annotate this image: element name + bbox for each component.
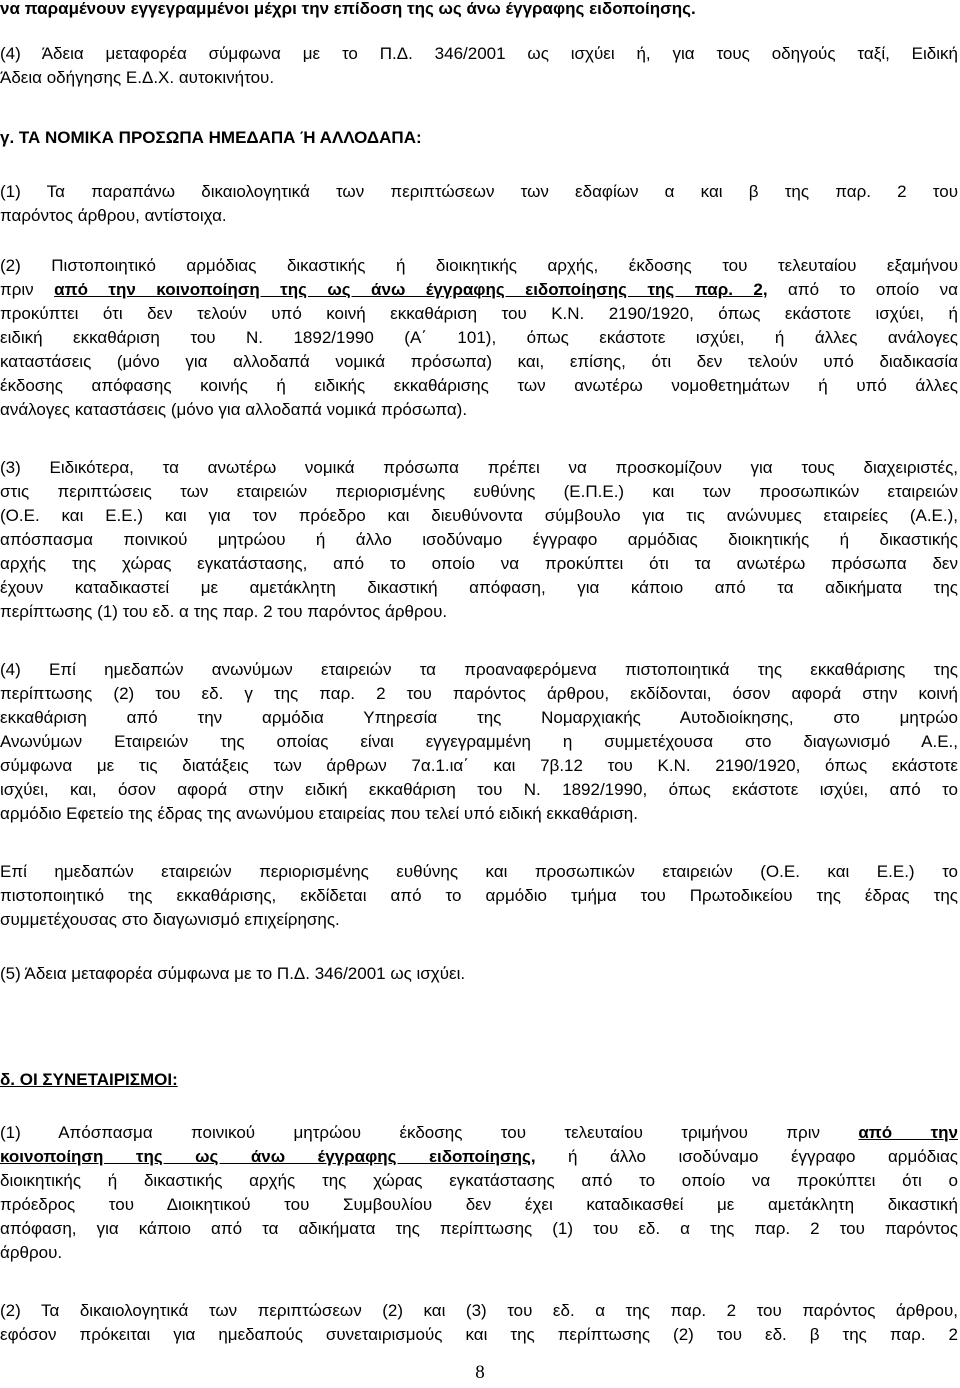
section-d-para-1 bbox=[0, 1121, 958, 1265]
text-line: πιστοποιητικό της εκκαθάρισης, εκδίδεται από το αρμόδιο τμήμα του Πρωτοδικείου της έδρας της bbox=[0, 886, 958, 905]
text-line: κοινοποίηση της ως άνω έγγραφης ειδοποίησης, ή άλλο ισοδύναμο έγγραφο αρμόδιας bbox=[0, 1147, 958, 1166]
text-line: καταστάσεις (μόνο για αλλοδαπά νομικά πρόσωπα) και, επίσης, ότι δεν τελούν υπό διαδικασία bbox=[0, 352, 958, 371]
text-line: περίπτωσης (2) του εδ. γ της παρ. 2 του παρόντος άρθρου, εκδίδονται, όσον αφορά στην κοινή bbox=[0, 684, 958, 703]
text-line: εφόσον πρόκειται για ημεδαπούς συνεταιρισμούς και της περίπτωσης (2) του εδ. β της παρ. 2 bbox=[0, 1325, 958, 1344]
text-line: έκδοσης απόφασης κοινής ή ειδικής εκκαθάρισης των ανωτέρω νομοθετημάτων ή υπό άλλες bbox=[0, 376, 958, 395]
section-d-para-2 bbox=[0, 1299, 958, 1347]
text-line: αρχής της χώρας εγκατάστασης, από το οποίο να προκύπτει ότι τα ανωτέρω πρόσωπα δεν bbox=[0, 554, 958, 573]
section-c-heading: γ. ΤΑ ΝΟΜΙΚΑ ΠΡΟΣΩΠΑ ΗΜΕΔΑΠΑ Ή ΑΛΛΟΔΑΠΑ: bbox=[0, 128, 422, 147]
text-line: Άδεια οδήγησης Ε.Δ.Χ. αυτοκινήτου. bbox=[0, 68, 275, 87]
text-line: διοικητικής ή δικαστικής αρχής της χώρας εγκατάστασης από το οποίο να προκύπτει ότι ο bbox=[0, 1171, 958, 1190]
text-line: αρμόδιο Εφετείο της έδρας της ανωνύμου εταιρείας που τελεί υπό ειδική εκκαθάριση. bbox=[0, 804, 638, 823]
text-line: ειδική εκκαθάριση του Ν. 1892/1990 (Α΄ 101), όπως εκάστοτε ισχύει, ή άλλες ανάλογες bbox=[0, 328, 958, 347]
section-c-para-1 bbox=[0, 180, 958, 228]
text-line: (2) Πιστοποιητικό αρμόδιας δικαστικής ή διοικητικής αρχής, έκδοσης του τελευταίου εξαμήνου bbox=[0, 256, 958, 275]
text-line: σύμφωνα με τις διατάξεις των άρθρων 7α.1.ια΄ και 7β.12 του Κ.Ν. 2190/1920, όπως εκάστοτε bbox=[0, 756, 958, 775]
section-c-para-6 bbox=[0, 962, 958, 986]
text-line: προκύπτει ότι δεν τελούν υπό κοινή εκκαθάριση του Κ.Ν. 2190/1920, όπως εκάστοτε ισχύει, ή bbox=[0, 304, 958, 323]
text-line: (1) Τα παραπάνω δικαιολογητικά των περιπτώσεων των εδαφίων α και β της παρ. 2 του bbox=[0, 182, 958, 201]
section-c-para-5 bbox=[0, 860, 958, 932]
text-line: παρόντος άρθρου, αντίστοιχα. bbox=[0, 206, 227, 225]
text-line: (1) Απόσπασμα ποινικού μητρώου έκδοσης του τελευταίου τριμήνου πριν από την bbox=[0, 1123, 958, 1142]
text-line: στις περιπτώσεις των εταιρειών περιορισμένης ευθύνης (Ε.Π.Ε.) και των προσωπικών εταιρειών bbox=[0, 482, 958, 501]
text-line: περίπτωσης (1) του εδ. α της παρ. 2 του παρόντος άρθρου. bbox=[0, 602, 448, 621]
text-line: ισχύει, και, όσον αφορά στην ειδική εκκαθάριση του Ν. 1892/1990, όπως εκάστοτε ισχύει, από το bbox=[0, 780, 958, 799]
section-c-para-4 bbox=[0, 658, 958, 826]
text-line: πριν από την κοινοποίηση της ως άνω έγγραφης ειδοποίησης της παρ. 2, από το οποίο να bbox=[0, 280, 958, 299]
section-c-para-3 bbox=[0, 456, 958, 624]
text-line: (5) Άδεια μεταφορέα σύμφωνα με το Π.Δ. 346/2001 ως ισχύει. bbox=[0, 964, 466, 983]
top-fragment bbox=[0, 0, 958, 21]
text-line: συμμετέχουσας στο διαγωνισμό επιχείρησης. bbox=[0, 910, 340, 929]
section-d-heading: δ. ΟΙ ΣΥΝΕΤΑΙΡΙΣΜΟΙ: bbox=[0, 1070, 178, 1089]
item-4-license bbox=[0, 42, 958, 90]
text-line: Ανωνύμων Εταιρειών της οποίας είναι εγγεγραμμένη η συμμετέχουσα στο διαγωνισμό Α.Ε., bbox=[0, 732, 958, 751]
text-line: (Ο.Ε. και Ε.Ε.) και για τον πρόεδρο και διευθύνοντα σύμβουλο για τις ανώνυμες εταιρείες (Α.Ε.), bbox=[0, 506, 958, 525]
text-line: εκκαθάριση από την αρμόδια Υπηρεσία της Νομαρχιακής Αυτοδιοίκησης, στο μητρώο bbox=[0, 708, 958, 727]
text-line: (4) Επί ημεδαπών ανωνύμων εταιρειών τα προαναφερόμενα πιστοποιητικά της εκκαθάρισης της bbox=[0, 660, 958, 679]
text-line: έχουν καταδικαστεί με αμετάκλητη δικαστική απόφαση, για κάποιο από τα αδικήματα της bbox=[0, 578, 958, 597]
text-line: απόσπασμα ποινικού μητρώου ή άλλο ισοδύναμο έγγραφο αρμόδιας διοικητικής ή δικαστικής bbox=[0, 530, 958, 549]
section-c-para-2 bbox=[0, 254, 958, 422]
text-line: (4) Άδεια μεταφορέα σύμφωνα με το Π.Δ. 346/2001 ως ισχύει ή, για τους οδηγούς ταξί, Ειδική bbox=[0, 44, 958, 63]
text-line: πρόεδρος του Διοικητικού του Συμβουλίου δεν έχει καταδικασθεί με αμετάκλητη δικαστική bbox=[0, 1195, 958, 1214]
emphasis-phrase: κοινοποίηση της ως άνω έγγραφης ειδοποίησης, bbox=[0, 1147, 536, 1166]
text-line: ανάλογες καταστάσεις (μόνο για αλλοδαπά νομικά πρόσωπα). bbox=[0, 400, 468, 419]
text-line: Επί ημεδαπών εταιρειών περιορισμένης ευθύνης και προσωπικών εταιρειών (Ο.Ε. και Ε.Ε.) το bbox=[0, 862, 958, 881]
emphasis-phrase: από την bbox=[858, 1123, 958, 1142]
text-line: απόφαση, για κάποιο από τα αδικήματα της περίπτωσης (1) του εδ. α της παρ. 2 του παρόντος bbox=[0, 1219, 958, 1238]
text-line: να παραμένουν εγγεγραμμένοι μέχρι την επίδοση της ως άνω έγγραφης ειδοποίησης. bbox=[0, 0, 696, 18]
emphasis-phrase: από την κοινοποίηση της ως άνω έγγραφης ειδοποίησης της παρ. 2, bbox=[54, 280, 768, 299]
text-line: (2) Τα δικαιολογητικά των περιπτώσεων (2) και (3) του εδ. α της παρ. 2 του παρόντος άρθρου, bbox=[0, 1301, 958, 1320]
text-line: (3) Ειδικότερα, τα ανωτέρω νομικά πρόσωπα πρέπει να προσκομίζουν για τους διαχειριστές, bbox=[0, 458, 958, 477]
text-line: άρθρου. bbox=[0, 1243, 63, 1262]
page-number: 8 bbox=[475, 1362, 485, 1383]
